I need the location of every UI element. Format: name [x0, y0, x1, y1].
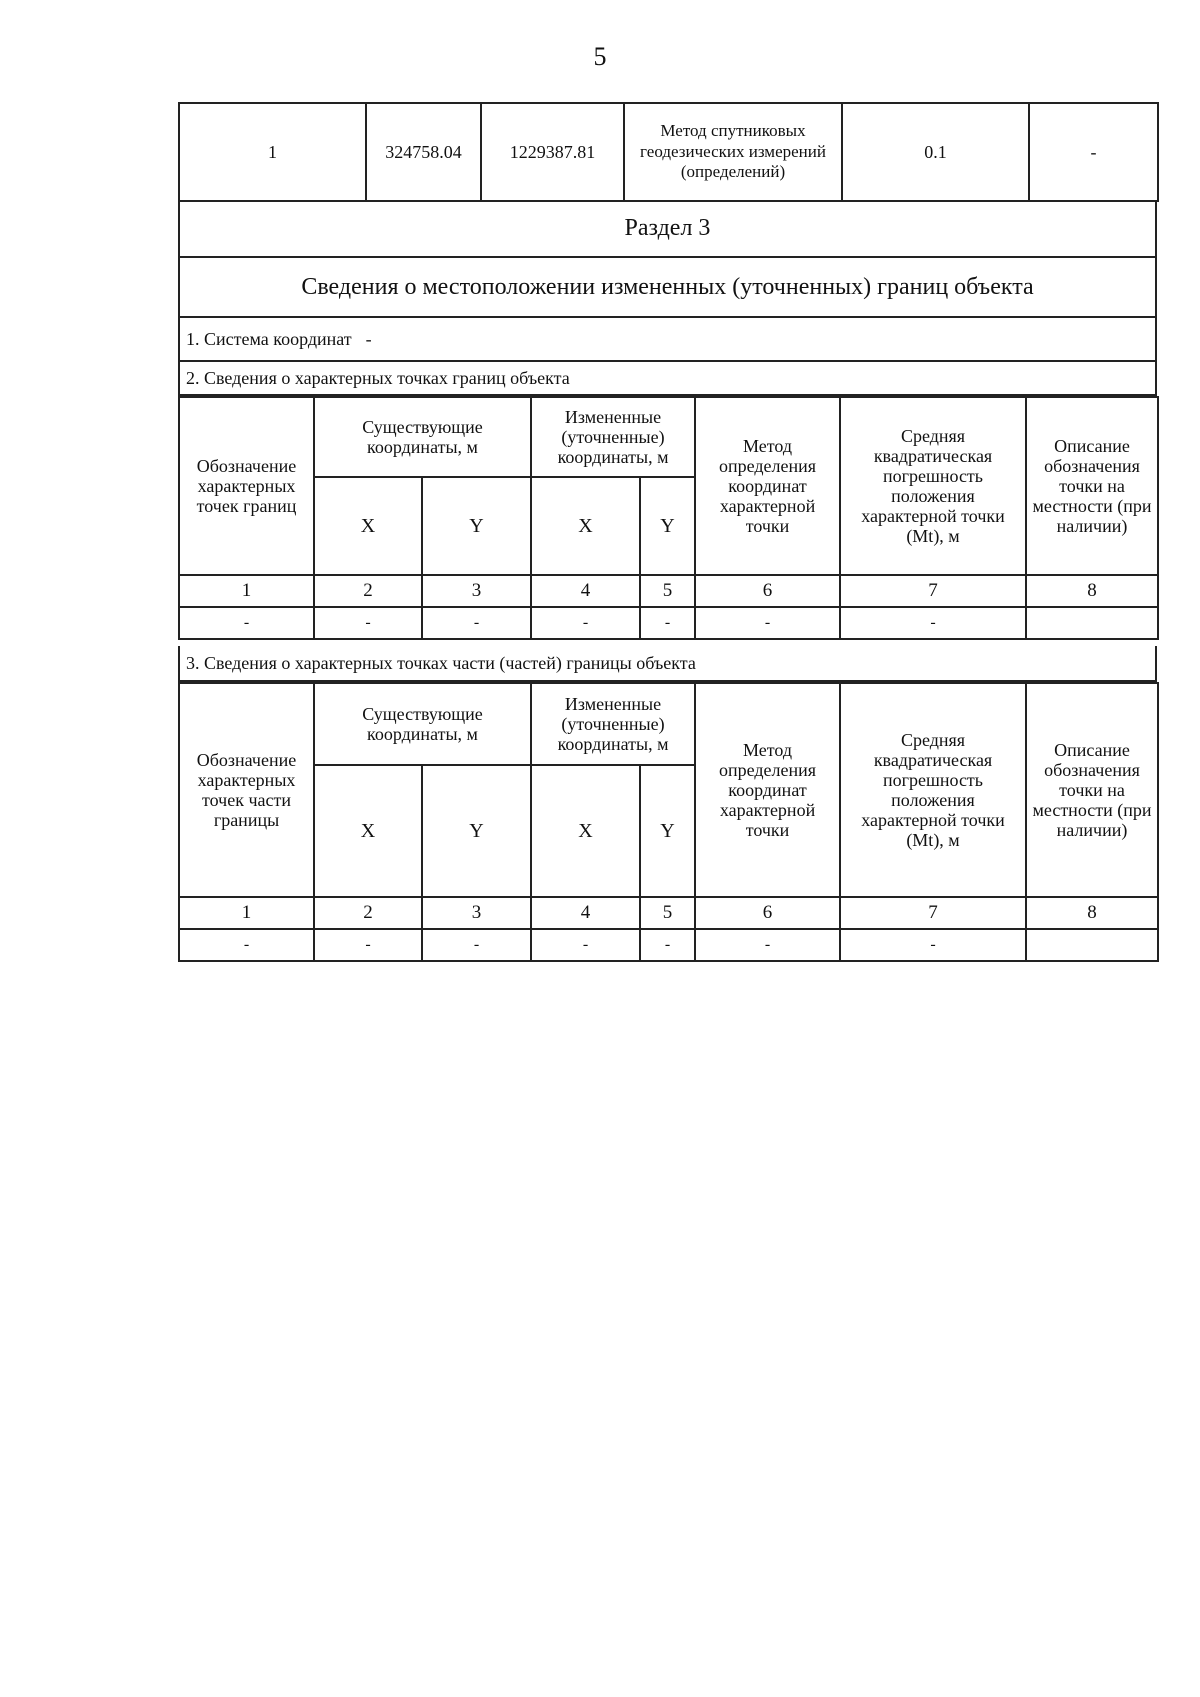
table-cell — [1026, 929, 1158, 961]
column-number: 5 — [640, 897, 695, 929]
coord-system-row — [178, 318, 1157, 362]
accuracy-header: Средняя квадратическая погрешность положения характерной точки (Mt), м — [840, 683, 1026, 897]
table-cell: - — [531, 607, 640, 639]
method-header: Метод определения координат характерной точки — [695, 683, 840, 897]
table-cell: - — [640, 929, 695, 961]
designation-header: Обозначение характерных точек части границы — [179, 683, 314, 897]
table-row — [179, 607, 1158, 639]
column-number: 1 — [179, 575, 314, 607]
table-cell: - — [840, 929, 1026, 961]
table-cell: - — [840, 607, 1026, 639]
column-number: 1 — [179, 897, 314, 929]
column-numbers-row — [179, 575, 1158, 607]
table-row — [179, 929, 1158, 961]
description-header: Описание обозначения точки на местности (при наличии) — [1026, 397, 1158, 575]
part-points-label: 3. Сведения о характерных точках части (частей) границы объекта — [178, 646, 1157, 682]
table-cell: - — [695, 929, 840, 961]
table-cell: - — [179, 607, 314, 639]
boundary-points-table — [178, 396, 1159, 640]
changed-y-header: Y — [640, 477, 695, 575]
table-cell: - — [422, 607, 531, 639]
column-number: 2 — [314, 897, 422, 929]
column-number: 7 — [840, 575, 1026, 607]
method-cell: Метод спутниковых геодезических измерений (определений) — [624, 103, 842, 201]
description-header: Описание обозначения точки на местности (при наличии) — [1026, 683, 1158, 897]
table-cell: - — [422, 929, 531, 961]
changed-y-header: Y — [640, 765, 695, 897]
column-number: 5 — [640, 575, 695, 607]
coord-system-value: - — [365, 328, 372, 349]
changed-x-header: X — [531, 477, 640, 575]
existing-x-header: X — [314, 765, 422, 897]
table-cell: - — [531, 929, 640, 961]
column-number: 4 — [531, 575, 640, 607]
existing-y-header: Y — [422, 765, 531, 897]
changed-x-header: X — [531, 765, 640, 897]
table-cell — [1026, 607, 1158, 639]
column-number: 3 — [422, 897, 531, 929]
previous-section-table — [178, 102, 1159, 202]
accuracy-cell: 0.1 — [842, 103, 1029, 201]
table-cell: - — [314, 607, 422, 639]
coord-system-label: 1. Система координат — [186, 328, 352, 349]
existing-y-header: Y — [422, 477, 531, 575]
changed-coords-header: Измененные (уточненные) координаты, м — [531, 683, 695, 765]
description-cell: - — [1029, 103, 1158, 201]
column-number: 7 — [840, 897, 1026, 929]
part-boundary-points-table — [178, 682, 1159, 962]
table-cell: - — [314, 929, 422, 961]
column-number: 4 — [531, 897, 640, 929]
table-header-row — [179, 397, 1158, 477]
table-header-row — [179, 683, 1158, 765]
column-number: 2 — [314, 575, 422, 607]
designation-header: Обозначение характерных точек границ — [179, 397, 314, 575]
table-cell: - — [640, 607, 695, 639]
points-label: 2. Сведения о характерных точках границ объекта — [178, 362, 1157, 396]
method-header: Метод определения координат характерной точки — [695, 397, 840, 575]
page-number: 5 — [593, 42, 607, 71]
x-cell: 324758.04 — [366, 103, 481, 201]
table-cell: - — [695, 607, 840, 639]
column-number: 8 — [1026, 575, 1158, 607]
y-cell: 1229387.81 — [481, 103, 624, 201]
section-subtitle: Сведения о местоположении измененных (уточненных) границ объекта — [178, 258, 1157, 318]
changed-coords-header: Измененные (уточненные) координаты, м — [531, 397, 695, 477]
existing-x-header: X — [314, 477, 422, 575]
point-cell: 1 — [179, 103, 366, 201]
column-number: 6 — [695, 575, 840, 607]
column-numbers-row — [179, 897, 1158, 929]
existing-coords-header: Существующие координаты, м — [314, 397, 531, 477]
section-title: Раздел 3 — [178, 200, 1157, 258]
table-row — [179, 103, 1158, 201]
table-cell: - — [179, 929, 314, 961]
column-number: 6 — [695, 897, 840, 929]
column-number: 3 — [422, 575, 531, 607]
column-number: 8 — [1026, 897, 1158, 929]
accuracy-header: Средняя квадратическая погрешность положения характерной точки (Mt), м — [840, 397, 1026, 575]
existing-coords-header: Существующие координаты, м — [314, 683, 531, 765]
